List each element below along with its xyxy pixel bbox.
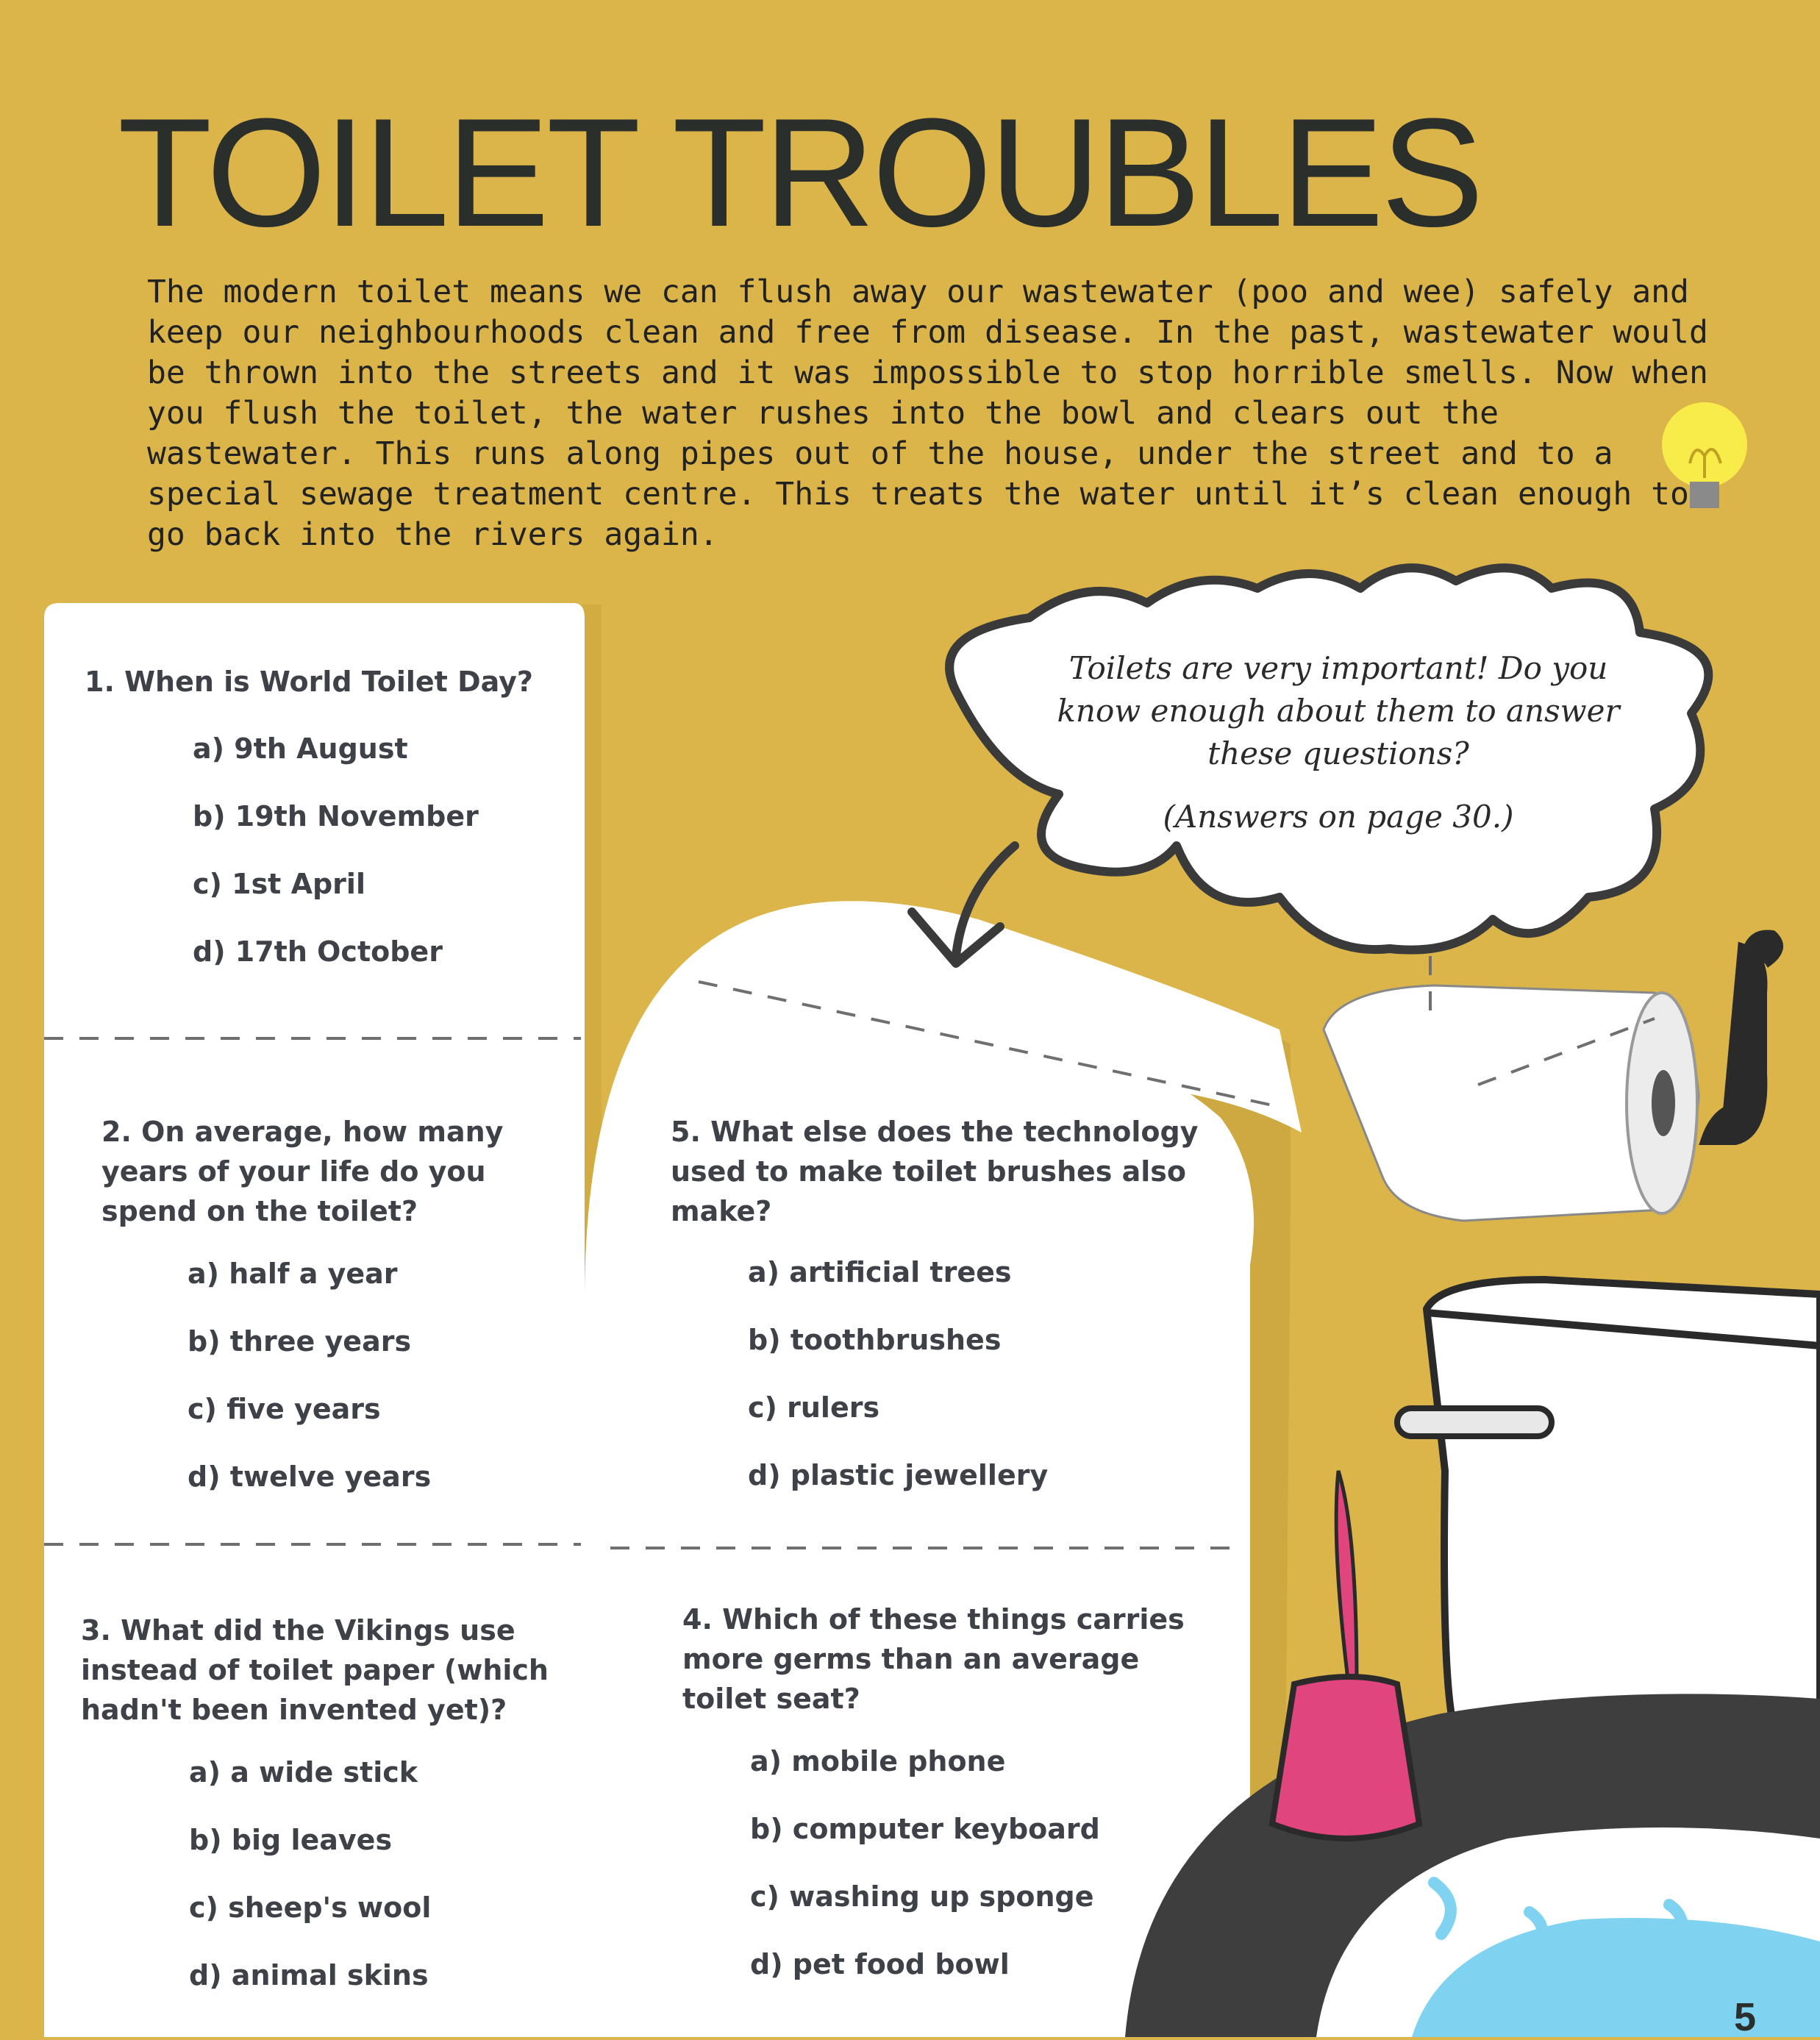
intro-paragraph: The modern toilet means we can flush away our wastewater (poo and wee) safely and keep our neighbourhoods clean and free from disease. In the past, wastewater would be thrown into the streets and it was impossible to stop horrible smells. Now when you flush the toilet, the water rushes into the bowl and clears out the wastewater. This runs along pipes out of the house, under the street and to a special sewage treatment centre. This treats the water until it’s clean enough to go back into the rivers again. bbox=[147, 274, 1708, 553]
question-5 bbox=[671, 1112, 1230, 1509]
answer-option: b) three years bbox=[188, 1325, 412, 1358]
answer-option: b) toothbrushes bbox=[748, 1324, 1002, 1356]
answer-option: c) sheep's wool bbox=[189, 1891, 432, 1924]
answer-option: d) pet food bowl bbox=[750, 1948, 1010, 1980]
answer-option: b) computer keyboard bbox=[750, 1813, 1100, 1845]
answer-option: b) 19th November bbox=[193, 800, 479, 832]
answer-option: a) 9th August bbox=[193, 732, 408, 765]
answer-option: c) washing up sponge bbox=[750, 1880, 1094, 1913]
question-text: 4. Which of these things carries more germs than an average toilet seat? bbox=[682, 1603, 1185, 1715]
cloud-text bbox=[1052, 647, 1625, 838]
question-1 bbox=[85, 662, 585, 985]
page-number: 5 bbox=[1734, 1995, 1757, 2039]
answer-option: a) a wide stick bbox=[189, 1756, 418, 1788]
cloud-message: Toilets are very important! Do you know enough about them to answer these questions? bbox=[1057, 650, 1620, 771]
answer-option: d) plastic jewellery bbox=[748, 1459, 1049, 1491]
answer-option: a) artificial trees bbox=[748, 1256, 1012, 1288]
question-2 bbox=[101, 1112, 587, 1511]
question-4 bbox=[682, 1599, 1212, 1998]
answer-option: b) big leaves bbox=[189, 1824, 393, 1856]
answer-option: d) 17th October bbox=[193, 935, 443, 968]
question-text: 2. On average, how many years of your life do you spend on the toilet? bbox=[101, 1116, 504, 1227]
answer-option: a) mobile phone bbox=[750, 1745, 1006, 1777]
question-text: 5. What else does the technology used to make toilet brushes also make? bbox=[671, 1116, 1199, 1227]
answers-note: (Answers on page 30.) bbox=[1163, 799, 1514, 835]
question-3 bbox=[81, 1611, 581, 2009]
answer-option: c) rulers bbox=[748, 1391, 880, 1424]
roll-holder bbox=[1706, 935, 1778, 1140]
answer-option: c) five years bbox=[188, 1393, 381, 1425]
answer-option: d) animal skins bbox=[189, 1959, 429, 1991]
answer-option: c) 1st April bbox=[193, 868, 365, 900]
answer-option: d) twelve years bbox=[188, 1461, 432, 1493]
page-title: TOILET TROUBLES bbox=[118, 86, 1481, 259]
answer-option: a) half a year bbox=[188, 1258, 398, 1290]
question-text: 3. What did the Vikings use instead of toilet paper (which hadn't been invented yet)? bbox=[81, 1614, 549, 1726]
question-text: 1. When is World Toilet Day? bbox=[85, 666, 533, 698]
